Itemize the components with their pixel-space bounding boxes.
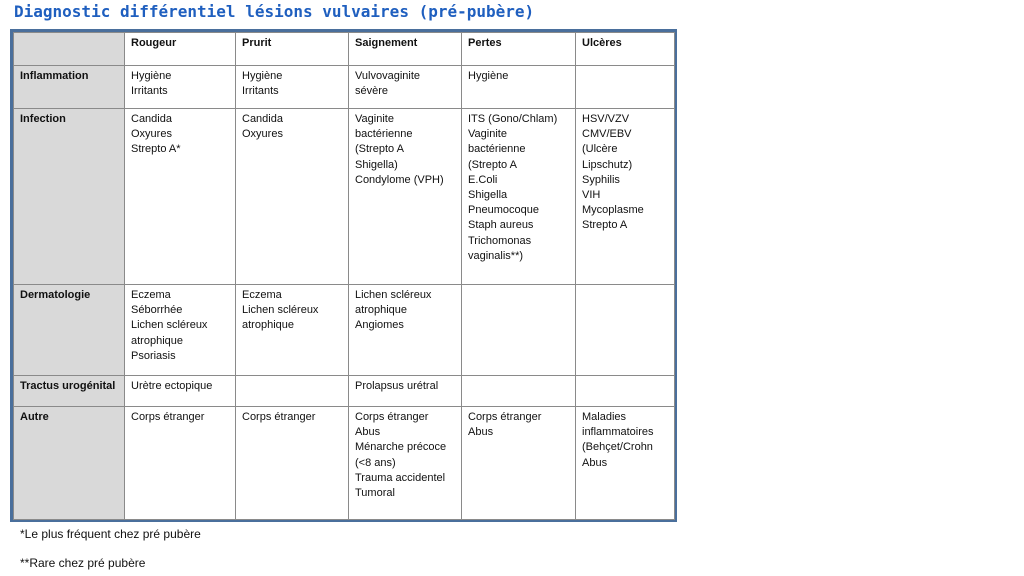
cell-line: Angiomes xyxy=(355,319,404,332)
cell-dermatologie-rougeur xyxy=(125,285,236,376)
cell-tractus-urogenital-saignement xyxy=(349,376,462,407)
cell-autre-prurit xyxy=(236,407,349,520)
cell-line: Ménarche précoce xyxy=(355,441,447,454)
column-header-pertes: Pertes xyxy=(462,33,576,66)
cell-line: atrophique xyxy=(131,334,183,347)
cell-line: Maladies xyxy=(582,411,627,423)
cell-line: Staph aureus xyxy=(468,219,534,232)
cell-line: Prolapsus urétral xyxy=(355,380,439,392)
cell-autre-ulceres xyxy=(576,407,675,520)
cell-line: (<8 ans) xyxy=(355,456,396,469)
cell-infection-rougeur xyxy=(125,109,236,285)
cell-inflammation-prurit xyxy=(236,66,349,109)
cell-line: Strepto A xyxy=(582,219,628,232)
cell-infection-pertes xyxy=(462,109,576,285)
cell-line: Corps étranger xyxy=(131,411,205,423)
cell-line: Urètre ectopique xyxy=(131,380,213,392)
differential-table-frame xyxy=(10,29,677,522)
cell-line: Syphilis xyxy=(582,173,620,186)
cell-line: bactérienne xyxy=(468,143,526,156)
column-header-rougeur: Rougeur xyxy=(125,33,236,66)
cell-dermatologie-prurit xyxy=(236,285,349,376)
cell-infection-ulceres xyxy=(576,109,675,285)
cell-line: Vaginite xyxy=(355,113,394,125)
cell-autre-pertes xyxy=(462,407,576,520)
cell-line: Hygiène xyxy=(468,70,509,82)
cell-infection-saignement xyxy=(349,109,462,285)
row-header-autre: Autre xyxy=(14,407,125,520)
cell-line: CMV/EBV xyxy=(582,128,632,141)
cell-inflammation-ulceres xyxy=(576,66,675,109)
cell-line: Tumoral xyxy=(355,487,395,500)
column-header-prurit: Prurit xyxy=(236,33,349,66)
cell-line: Abus xyxy=(468,426,494,439)
cell-line: VIH xyxy=(582,189,601,202)
cell-line: Condylome (VPH) xyxy=(355,173,444,186)
cell-dermatologie-pertes xyxy=(462,285,576,376)
cell-line: (Behçet/Crohn xyxy=(582,441,653,454)
cell-line: Irritants xyxy=(242,85,279,98)
cell-line: (Strepto A xyxy=(468,158,517,171)
cell-line: Shigella) xyxy=(355,158,398,171)
table-row-dermatologie xyxy=(14,285,675,376)
cell-line: inflammatoires xyxy=(582,426,654,439)
table-row-autre xyxy=(14,407,675,520)
cell-autre-saignement xyxy=(349,407,462,520)
cell-line: E.Coli xyxy=(468,173,498,186)
cell-line: Vulvovaginite xyxy=(355,70,421,82)
row-header-tractus-urogenital: Tractus urogénital xyxy=(14,376,125,407)
cell-line: Shigella xyxy=(468,189,508,202)
cell-line: Corps étranger xyxy=(355,411,429,423)
cell-line: bactérienne xyxy=(355,128,413,141)
row-header-dermatologie: Dermatologie xyxy=(14,285,125,376)
cell-line: Candida xyxy=(131,113,172,125)
cell-line: atrophique xyxy=(242,319,294,332)
row-header-infection: Infection xyxy=(14,109,125,285)
cell-line: Mycoplasme xyxy=(582,204,644,217)
cell-line: Hygiène xyxy=(131,70,172,82)
table-row-inflammation xyxy=(14,66,675,109)
cell-line: Trauma accidentel xyxy=(355,471,446,484)
cell-autre-rougeur xyxy=(125,407,236,520)
cell-line: Oxyures xyxy=(131,128,172,141)
column-header-saignement: Saignement xyxy=(349,33,462,66)
cell-line: Candida xyxy=(242,113,283,125)
cell-line: Eczema xyxy=(242,289,282,301)
cell-tractus-urogenital-pertes xyxy=(462,376,576,407)
cell-inflammation-saignement xyxy=(349,66,462,109)
cell-line: Lichen scléreux xyxy=(242,304,319,317)
cell-dermatologie-saignement xyxy=(349,285,462,376)
slide-title: Diagnostic différentiel lésions vulvaires (pré-pubère) xyxy=(14,2,535,21)
cell-line: ITS (Gono/Chlam) xyxy=(468,113,558,125)
footnote-single-star: *Le plus fréquent chez pré pubère xyxy=(20,527,201,541)
cell-line: Eczema xyxy=(131,289,171,301)
cell-inflammation-pertes xyxy=(462,66,576,109)
cell-line: Vaginite xyxy=(468,128,507,141)
cell-dermatologie-ulceres xyxy=(576,285,675,376)
cell-line: Psoriasis xyxy=(131,349,176,362)
cell-line: (Strepto A xyxy=(355,143,404,156)
cell-line: Pneumocoque xyxy=(468,204,539,217)
corner-cell xyxy=(14,33,125,66)
column-header-ulceres: Ulcères xyxy=(576,33,675,66)
table-row-infection xyxy=(14,109,675,285)
cell-tractus-urogenital-rougeur xyxy=(125,376,236,407)
header-row xyxy=(14,33,675,66)
cell-line: Trichomonas xyxy=(468,234,532,247)
cell-line: Abus xyxy=(582,456,608,469)
row-header-inflammation: Inflammation xyxy=(14,66,125,109)
cell-line: Corps étranger xyxy=(468,411,542,423)
cell-tractus-urogenital-prurit xyxy=(236,376,349,407)
cell-line: Lichen scléreux xyxy=(131,319,208,332)
cell-infection-prurit xyxy=(236,109,349,285)
cell-line: Oxyures xyxy=(242,128,283,141)
cell-line: vaginalis**) xyxy=(468,249,524,262)
cell-inflammation-rougeur xyxy=(125,66,236,109)
differential-table xyxy=(13,32,675,520)
cell-line: HSV/VZV xyxy=(582,113,630,125)
cell-line: Irritants xyxy=(131,85,168,98)
footnote-double-star: **Rare chez pré pubère xyxy=(20,556,146,570)
cell-line: Strepto A* xyxy=(131,143,181,156)
cell-line: Hygiène xyxy=(242,70,283,82)
cell-line: Corps étranger xyxy=(242,411,316,423)
cell-line: (Ulcère xyxy=(582,143,618,156)
table-row-tractus-urogenital xyxy=(14,376,675,407)
cell-line: atrophique xyxy=(355,304,407,317)
cell-line: Lipschutz) xyxy=(582,158,633,171)
cell-line: Abus xyxy=(355,426,381,439)
cell-line: Séborrhée xyxy=(131,304,183,317)
cell-line: Lichen scléreux xyxy=(355,289,432,301)
cell-tractus-urogenital-ulceres xyxy=(576,376,675,407)
cell-line: sévère xyxy=(355,85,389,98)
